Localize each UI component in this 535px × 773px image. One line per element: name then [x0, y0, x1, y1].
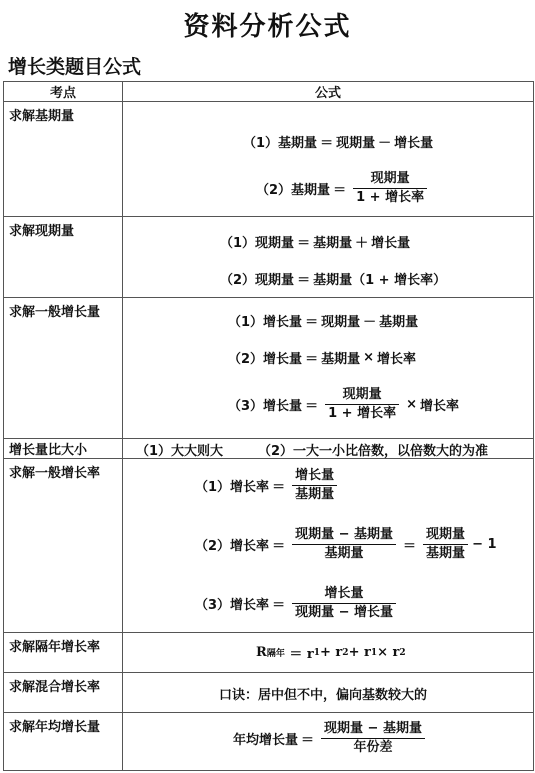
header-formula: 公式 — [123, 82, 534, 102]
fraction: $\frac{\text{现期量 − 基期量}}{\text{基期量}}$ — [292, 526, 396, 563]
formula-table — [3, 81, 534, 771]
row-formula — [123, 673, 534, 713]
table-row — [4, 298, 534, 439]
row-formula — [123, 298, 534, 439]
rule-text: （2）一大一小比倍数，以倍数大的为准 — [258, 444, 489, 459]
mnemonic-text: 口诀：居中但不中，偏向基数较大的 — [219, 688, 428, 703]
table-row — [4, 102, 534, 217]
formula-line: （1） 增长率 ＝ $\frac{\text{增长量}}{\text{基期量}}$ — [195, 467, 341, 504]
fraction: $\frac{\text{增长量}}{\text{基期量}}$ — [292, 467, 337, 504]
formula-line: （1） 基期量 ＝ 现期量 － 增长量 — [243, 136, 434, 151]
formula-line: （2） 现期量 ＝ 基期量 （1 + 增长率） — [220, 273, 447, 288]
header-topic: 考点 — [4, 82, 123, 102]
table-row — [4, 633, 534, 673]
row-topic: 求解一般增长量 — [4, 298, 123, 439]
row-formula — [123, 713, 534, 771]
fraction: $\frac{\text{现期量}}{\text{1 + 增长率}}$ — [353, 170, 427, 207]
row-topic: 求解一般增长率 — [4, 459, 123, 633]
table-row — [4, 713, 534, 771]
row-formula — [123, 633, 534, 673]
table-row — [4, 459, 534, 633]
row-topic: 求解隔年增长率 — [4, 633, 123, 673]
section-title: 增长类题目公式 — [8, 56, 142, 78]
rule-text: （1）大大则大 — [136, 444, 224, 459]
row-topic: 求解基期量 — [4, 102, 123, 217]
row-topic: 增长量比大小 — [4, 439, 123, 459]
formula-line: （2） 基期量 ＝ $\frac{\text{现期量}}{\text{1 + 增长率}}$ — [256, 170, 431, 207]
table-row — [4, 217, 534, 298]
formula-line: （2） 增长率 ＝ $\frac{\text{现期量 − 基期量}}{\text{基期量}}$ ＝ $\frac{\text{现期量}}{\text{基期量}}$ − 1 — [195, 527, 497, 561]
table-header-row — [4, 82, 534, 102]
row-formula — [123, 439, 534, 459]
row-formula — [123, 459, 534, 633]
formula-line: R 隔年 ＝ r 1 + r 2 + r 1 × r 2 — [256, 645, 406, 662]
formula-line: （3） 增长量 ＝ $\frac{\text{现期量}}{\text{1 + 增长率}}$ × 增长率 — [228, 387, 459, 421]
fraction: $\frac{\text{现期量}}{\text{1 + 增长率}}$ — [325, 386, 399, 423]
fraction: $\frac{\text{现期量}}{\text{基期量}}$ — [423, 526, 468, 563]
formula-line: 年均增长量 ＝ $\frac{\text{现期量 − 基期量}}{\text{年份差}}$ — [233, 720, 429, 757]
row-topic: 求解年均增长量 — [4, 713, 123, 771]
row-formula — [123, 102, 534, 217]
formula-line: （3） 增长率 ＝ $\frac{\text{增长量}}{\text{现期量 − 增长量}}$ — [195, 585, 400, 622]
row-topic: 求解混合增长率 — [4, 673, 123, 713]
formula-line: （1） 现期量 ＝ 基期量 ＋ 增长量 — [220, 236, 411, 251]
page-title: 资料分析公式 — [183, 12, 352, 42]
formula-line: （2） 增长量 ＝ 基期量 × 增长率 — [228, 350, 417, 367]
row-formula — [123, 217, 534, 298]
table-row — [4, 673, 534, 713]
row-topic: 求解现期量 — [4, 217, 123, 298]
formula-line: （1） 增长量 ＝ 现期量 － 基期量 — [228, 315, 419, 330]
fraction: $\frac{\text{增长量}}{\text{现期量 − 增长量}}$ — [292, 585, 396, 622]
fraction: $\frac{\text{现期量 − 基期量}}{\text{年份差}}$ — [321, 720, 425, 757]
table-row — [4, 439, 534, 459]
